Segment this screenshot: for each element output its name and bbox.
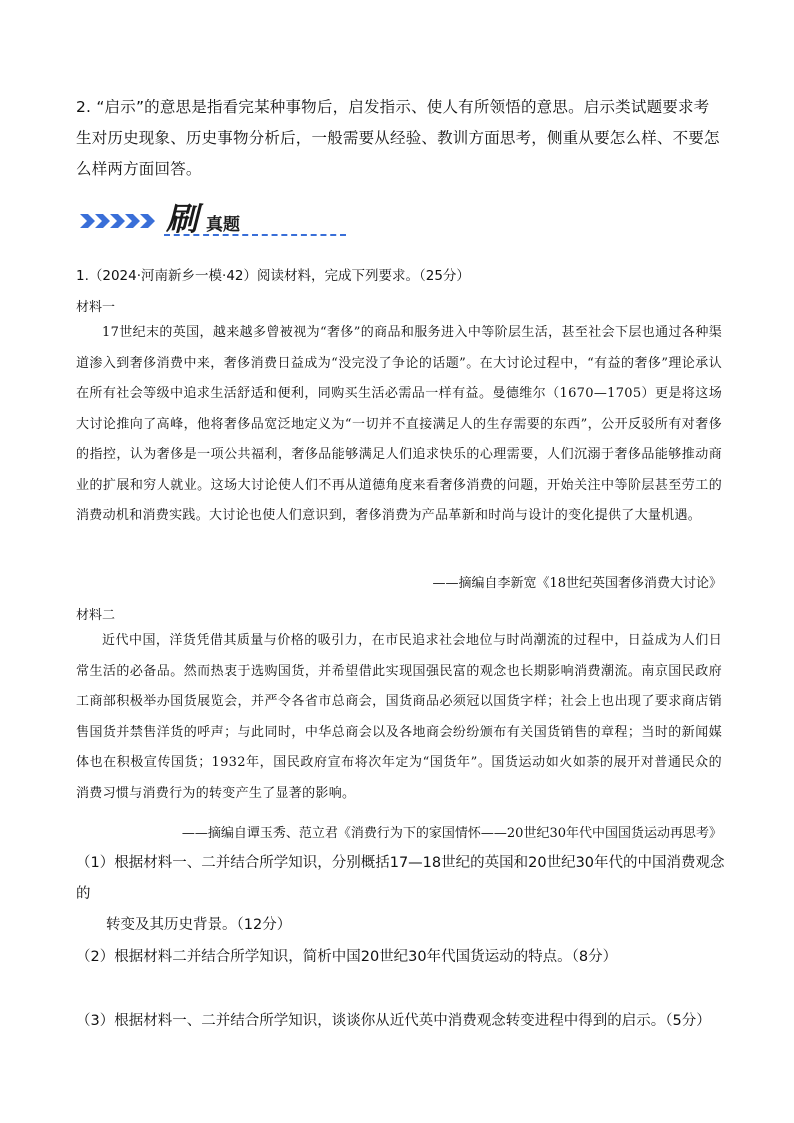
- subquestion-2: [76, 942, 726, 973]
- banner-label: 真题: [206, 215, 240, 235]
- subquestion-3: [76, 1006, 726, 1037]
- material2-label: 材料二: [76, 608, 116, 623]
- material1-label: 材料一: [76, 300, 116, 315]
- banner-underline: [164, 234, 346, 236]
- banner-brush-char: 刷: [166, 200, 199, 238]
- section-banner: [80, 190, 280, 240]
- subquestion-1-line1: （1）根据材料一、二并结合所学知识，分别概括17—18世纪的英国和20世纪30年代的中国消费观念的: [76, 855, 725, 902]
- subquestion-1: [76, 848, 726, 941]
- material1-source: ——摘编自李新宽《18世纪英国奢侈消费大讨论》: [432, 576, 722, 591]
- material1-text: 17世纪末的英国，越来越多曾被视为“奢侈”的商品和服务进入中等阶层生活，甚至社会下层也通过各种渠道渗入到奢侈消费中来，奢侈消费日益成为“没完没了争论的话题”。在大讨论过程中，“有益的奢侈”理论承认在所有社会等级中追求生活舒适和便利，同购买生活必需品一样有益。曼德维尔（1670—1705）更是将这场大讨论推向了高峰，他将奢侈品宽泛地定义为“一切并不直接满足人的生存需要的东西”，公开反驳所有对奢侈的指控，认为奢侈是一项公共福利，奢侈品能够满足人们追求快乐的心理需要，人们沉溺于奢侈品能够推动商业的扩展和穷人就业。这场大讨论使人们不再从道德角度来看奢侈消费的问题，开始关注中等阶层甚至劳工的消费动机和消费实践。大讨论也使人们意识到，奢侈消费为产品革新和时尚与设计的变化提供了大量机遇。: [76, 325, 722, 523]
- chevron-arrows-icon: [80, 212, 166, 230]
- question-heading: 1.（2024·河南新乡一模·42）阅读材料，完成下列要求。（25分）: [76, 268, 470, 284]
- subquestion-2-line1: （2）根据材料二并结合所学知识，简析中国20世纪30年代国货运动的特点。（8分）: [76, 949, 618, 965]
- subquestion-3-line1: （3）根据材料一、二并结合所学知识，谈谈你从近代英中消费观念转变进程中得到的启示。（5分）: [76, 1013, 711, 1029]
- subquestion-1-line2: 转变及其历史背景。（12分）: [106, 917, 292, 933]
- material2-source: ——摘编自谭玉秀、范立君《消费行为下的家国情怀——20世纪30年代中国国货运动再思考》: [181, 826, 722, 841]
- intro-paragraph: 2. “启示”的意思是指看完某种事物后，启发指示、使人有所领悟的意思。启示类试题要求考生对历史现象、历史事物分析后，一般需要从经验、教训方面思考，侧重从要怎么样、不要怎么样两方面回答。: [76, 98, 720, 178]
- material2-text: 近代中国，洋货凭借其质量与价格的吸引力，在市民追求社会地位与时尚潮流的过程中，日益成为人们日常生活的必备品。然而热衷于选购国货，并希望借此实现国强民富的观念也长期影响消费潮流。南京国民政府工商部积极举办国货展览会，并严令各省市总商会，国货商品必须冠以国货字样；社会上也出现了要求商店销售国货并禁售洋货的呼声；与此同时，中华总商会以及各地商会纷纷颁布有关国货销售的章程；当时的新闻媒体也在积极宣传国货；1932年，国民政府宣布将次年定为“国货年”。国货运动如火如荼的展开对普通民众的消费习惯与消费行为的转变产生了显著的影响。: [76, 633, 722, 801]
